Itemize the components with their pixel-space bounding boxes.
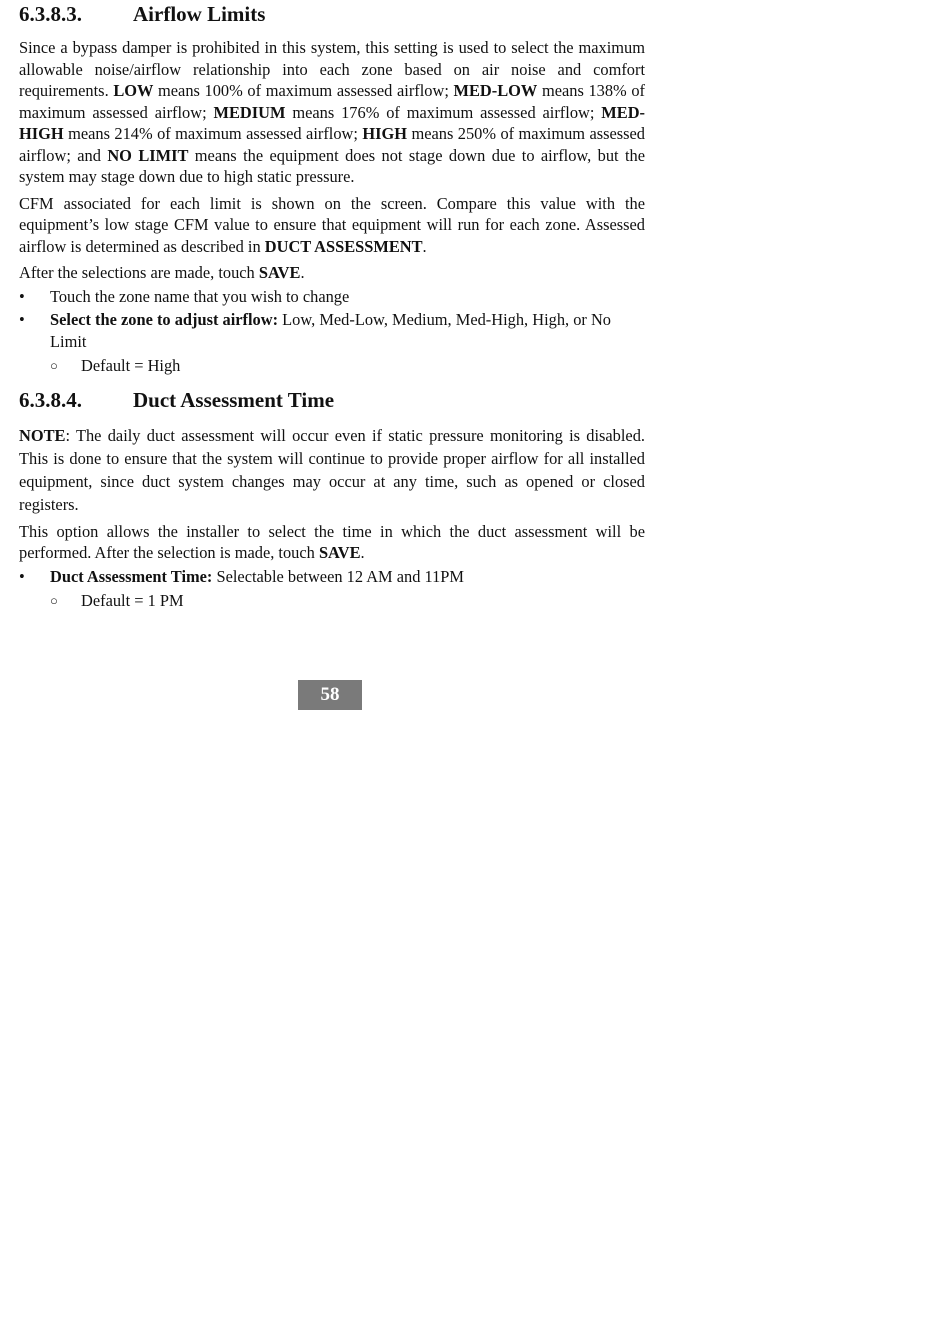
term-no-limit: NO LIMIT	[107, 145, 189, 165]
text-run: means 138% of maximum assessed airflow;	[19, 81, 645, 122]
list-item	[19, 309, 645, 352]
note-label: NOTE	[19, 425, 66, 445]
text-run: Since a bypass damper is prohibited in this system, this setting is used to select the maximum allowable noise/airflow relationship into each zone based on air noise and comfort requirements.	[19, 38, 645, 100]
sub-list-item-text: Default = 1 PM	[81, 591, 184, 610]
list-item	[19, 566, 645, 588]
text-run: After the selections are made, touch	[19, 263, 259, 282]
list-item-text	[50, 309, 645, 352]
bullet-glyph: •	[19, 566, 25, 586]
section-title: Airflow Limits	[133, 2, 266, 26]
term-high: HIGH	[362, 124, 408, 143]
term-save: SAVE	[258, 263, 301, 282]
list-item-label: Select the zone to adjust airflow:	[50, 310, 279, 329]
sub-list-item-text: Default = High	[81, 356, 181, 375]
section-number: 6.3.8.3.	[19, 2, 82, 26]
airflow-limits-paragraph	[19, 37, 645, 188]
text-run: .	[422, 236, 427, 256]
text-run: .	[300, 263, 305, 282]
term-medium: MEDIUM	[213, 102, 286, 122]
text-run: Selectable between 12 AM and 11PM	[212, 566, 464, 586]
note-paragraph	[19, 424, 645, 516]
list-item-text	[50, 566, 464, 588]
sub-list-item	[19, 355, 645, 377]
bullet-glyph: •	[19, 286, 25, 306]
term-med-high: MED-HIGH	[19, 102, 645, 143]
term-save: SAVE	[318, 543, 361, 562]
section-heading-airflow-limits	[19, 1, 645, 27]
text-run: means 250% of maximum assessed airflow; and	[19, 124, 645, 165]
term-duct-assessment: DUCT ASSESSMENT	[264, 236, 423, 256]
text-run: CFM associated for each limit is shown on the screen. Compare this value with the equipment’s low stage CFM value to ensure that equipment will run for each zone. Assessed airflow is determined as described in	[19, 193, 645, 256]
list-item-text: Touch the zone name that you wish to change	[50, 286, 350, 306]
text-run: means the equipment does not stage down due to airflow, but the system may stage down due to high static pressure.	[19, 145, 646, 186]
text-run: : The daily duct assessment will occur even if static pressure monitoring is disabled. This is done to ensure that the system will continue to provide proper airflow for all installed equipment, since duct system changes may occur at any time, such as opened or closed registers.	[19, 425, 645, 514]
sub-bullet-glyph: ○	[50, 593, 58, 608]
text-run: Low, Med-Low, Medium, Med-High, High, or No Limit	[50, 310, 611, 351]
document-page	[19, 0, 645, 612]
list-item-label: Duct Assessment Time:	[50, 566, 213, 586]
text-run: This option allows the installer to select the time in which the duct assessment will be performed. After the selection is made, touch	[19, 521, 645, 562]
save-paragraph	[19, 262, 645, 284]
cfm-paragraph	[19, 193, 645, 258]
section-title: Duct Assessment Time	[133, 387, 335, 412]
text-run: means 214% of maximum assessed airflow;	[63, 124, 363, 143]
list-item	[19, 286, 645, 308]
sub-list-item	[19, 590, 645, 612]
text-run: means 176% of maximum assessed airflow;	[285, 102, 602, 122]
term-low: LOW	[113, 81, 154, 100]
term-med-low: MED-LOW	[453, 81, 538, 100]
sub-bullet-glyph: ○	[50, 358, 58, 373]
duct-time-paragraph	[19, 521, 645, 564]
bullet-glyph: •	[19, 310, 25, 329]
section-number: 6.3.8.4.	[19, 387, 82, 412]
section-heading-duct-assessment-time	[19, 387, 645, 413]
text-run: .	[360, 543, 365, 562]
page-number: 58	[298, 680, 362, 710]
text-run: means 100% of maximum assessed airflow;	[153, 81, 454, 100]
